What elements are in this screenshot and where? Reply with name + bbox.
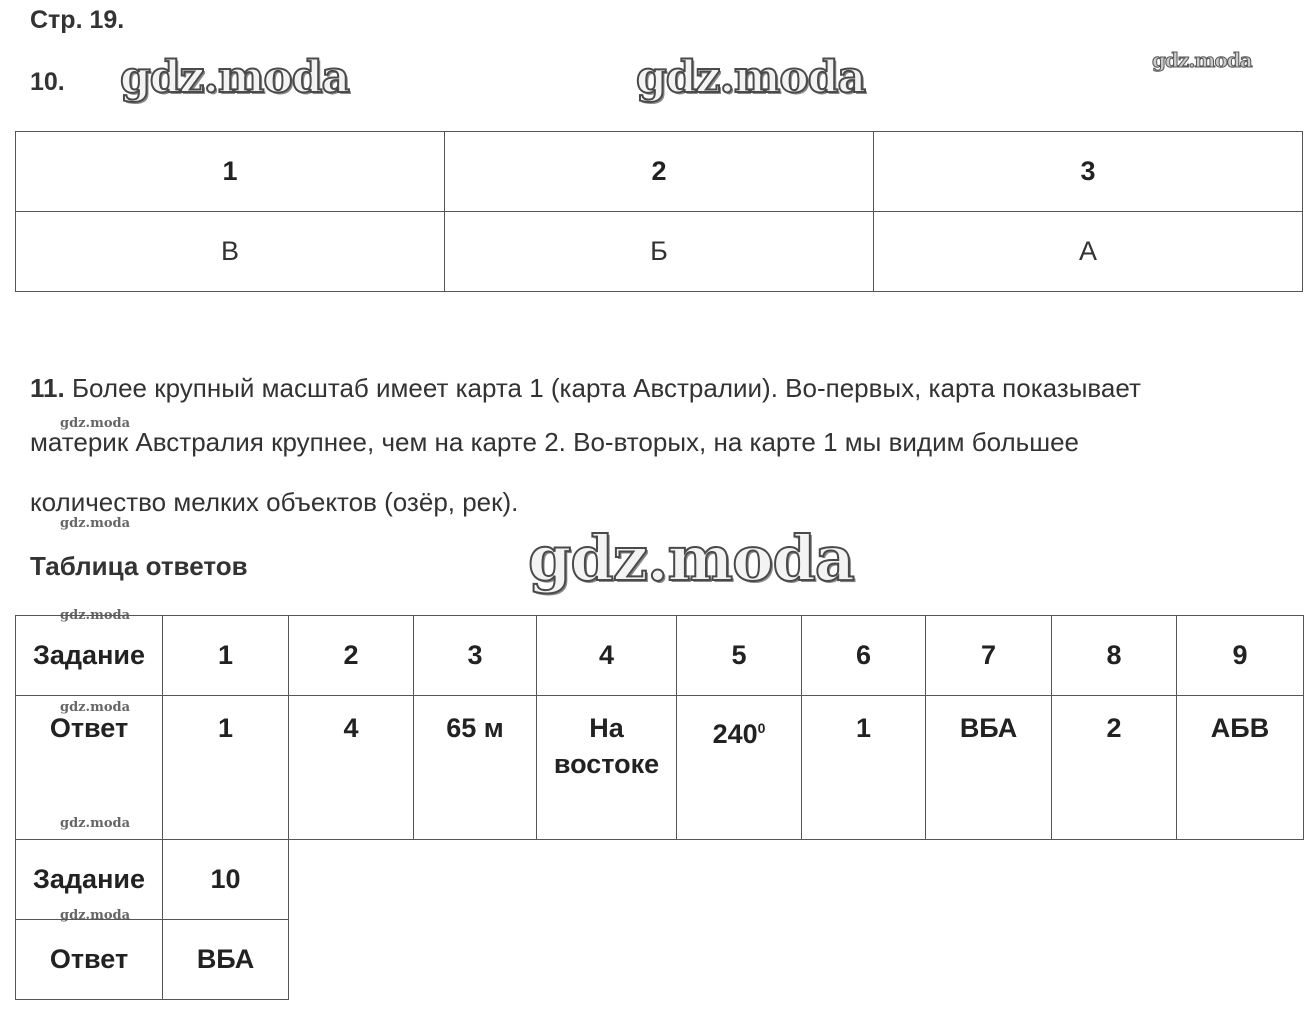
answer-cell: АБВ [1177,696,1304,840]
answer-cell: 65 м [414,696,537,840]
table-row [16,920,1304,1000]
watermark-small: gdz.moda [60,516,131,531]
task-number-cell: 4 [537,616,677,696]
answer-cell: 2 [1052,696,1177,840]
table-row [16,840,1304,920]
task-number-cell: 3 [414,616,537,696]
watermark-small: gdz.moda [60,816,131,831]
watermark-small: gdz.moda [60,908,131,923]
task-number-cell: 7 [926,616,1052,696]
answer-line: материк Австралия крупнее, чем на карте 2. Во-вторых, на карте 1 мы видим большее [30,427,1079,457]
answer-value: 240 [712,719,758,749]
task-label-cell: Задание [16,840,163,920]
watermark: gdz.moda [636,52,866,103]
table-cell: В [16,212,445,292]
task-number-cell: 10 [163,840,289,920]
answers-table [15,615,1304,1000]
task-number-cell: 8 [1052,616,1177,696]
task-number-cell: 9 [1177,616,1304,696]
answer-line [30,365,1290,419]
answer-cell: 1 [802,696,926,840]
table-row [16,696,1304,840]
task-11-answer [30,365,1290,533]
answer-cell: ВБА [163,920,289,1000]
task-number-cell: 1 [163,616,289,696]
table-header-cell: 2 [445,132,874,212]
table-header-row [16,132,1303,212]
answer-label-cell: Ответ [16,696,163,840]
answer-cell: ВБА [926,696,1052,840]
answer-line: количество мелких объектов (озёр, рек). [30,487,519,517]
watermark-small: gdz.moda [60,700,131,715]
task-10-number: 10. [30,68,65,96]
watermark: gdz.moda [1152,48,1252,72]
answer-cell: 4 [289,696,414,840]
table-row [16,212,1303,292]
table-header-cell: 1 [16,132,445,212]
answer-cell: 1 [163,696,289,840]
answers-table-title: Таблица ответов [30,551,248,581]
table-header-cell: 3 [874,132,1303,212]
watermark-small: gdz.moda [60,608,131,623]
task-11-number: 11. [30,373,65,403]
task-number-cell: 6 [802,616,926,696]
answer-cell [677,696,802,840]
table-cell: Б [445,212,874,292]
page-title: Стр. 19. [30,6,125,34]
table-row [16,616,1304,696]
answer-text: Более крупный масштаб имеет карта 1 (карта Австралии). Во-первых, карта показывает [71,373,1141,403]
answer-label-cell: Ответ [16,920,163,1000]
table-cell: А [874,212,1303,292]
task-number-cell: 2 [289,616,414,696]
degree-superscript: 0 [757,720,766,736]
task-label-cell: Задание [16,616,163,696]
watermark: gdz.moda [528,522,854,595]
task-10-table [15,131,1303,292]
watermark-small: gdz.moda [60,416,131,431]
watermark: gdz.moda [120,52,350,103]
task-number-cell: 5 [677,616,802,696]
answer-cell: На востоке [537,696,677,840]
